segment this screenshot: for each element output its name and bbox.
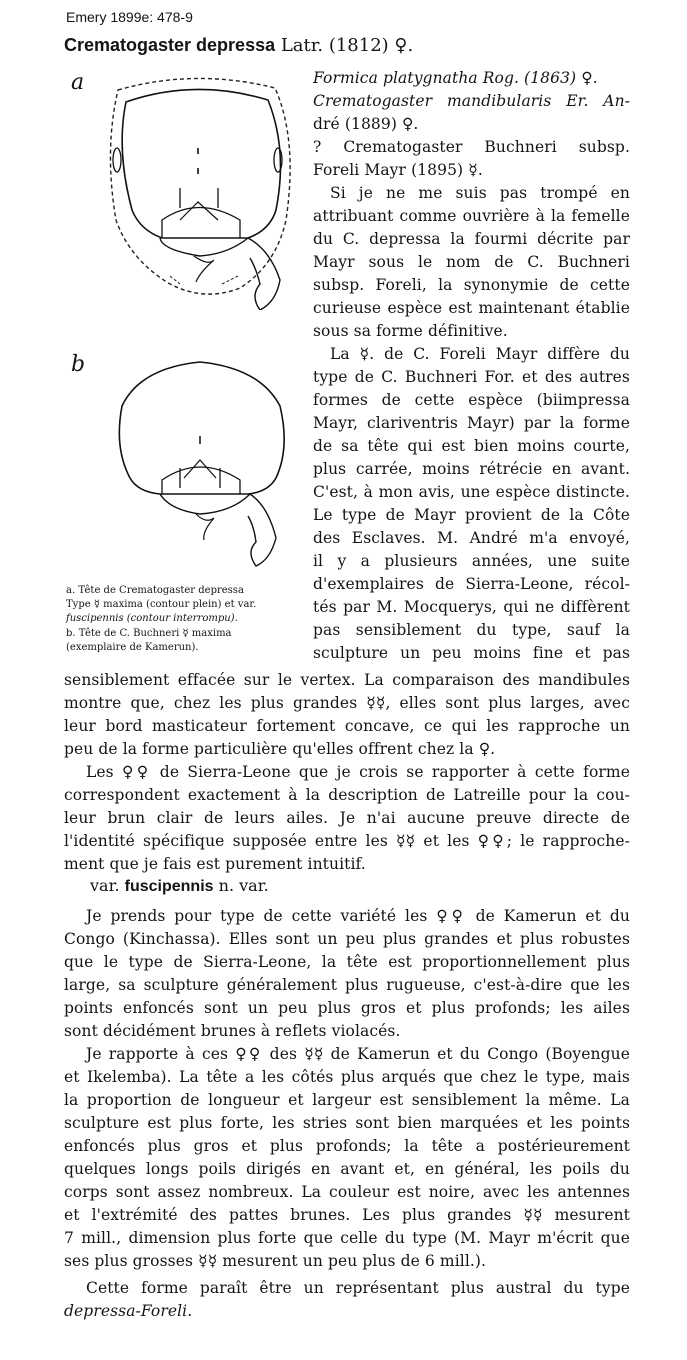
figure-caption-line: a. Tête de Crematogaster depressa	[66, 585, 244, 596]
paragraph-line: peu de la forme particulière qu'elles offrent chez la ♀.	[64, 740, 496, 758]
paragraph-line: subsp. Foreli, la synonymie de cette	[313, 276, 630, 294]
paragraph-line: tés par M. Mocquerys, qui ne diffèrent	[313, 598, 630, 616]
paragraph-line: il y a plusieurs années, une suite	[313, 552, 630, 570]
figure-caption-line: (exemplaire de Kamerun).	[66, 642, 199, 653]
paragraph-line: pas sensiblement du type, sauf la	[313, 621, 630, 639]
paragraph-line: Je prends pour type de cette variété les ♀♀ de Kamerun et du	[86, 907, 630, 925]
paragraph-line: correspondent exactement à la description de Latreille pour la cou-	[64, 786, 630, 804]
paragraph-line: type de C. Buchneri For. et des autres	[313, 368, 630, 386]
figure-caption-line: Type ☿ maxima (contour plein) et var.	[66, 599, 257, 610]
figure-a-head-drawing	[100, 70, 310, 310]
paragraph-line: enfoncés plus gros et plus profonds; la tête a postérieurement	[64, 1137, 630, 1155]
paragraph-line: des Esclaves. M. André m'a envoyé,	[313, 529, 630, 547]
paragraph-line: plus carrée, moins rétrécie en avant.	[313, 460, 630, 478]
paragraph-line: sont décidément brunes à reflets violacés.	[64, 1022, 401, 1040]
paragraph-line: points enfoncés sont un peu plus gros et plus profonds; les ailes	[64, 999, 630, 1017]
paragraph-line: que le type de Sierra-Leone, la tête est proportionnellement plus	[64, 953, 630, 971]
synonym-line: Crematogaster mandibularis Er. An-	[313, 92, 630, 110]
synonym-line: Formica platygnatha Rog. (1863) ♀.	[313, 69, 598, 87]
variety-name: fuscipennis	[124, 878, 214, 895]
paragraph-line: la proportion de longueur et largeur est sensiblement la même. La	[64, 1091, 630, 1109]
paragraph-line: Je rapporte à ces ♀♀ des ☿☿ de Kamerun et du Congo (Boyengue	[86, 1045, 630, 1063]
paragraph-line: depressa-Foreli.	[64, 1302, 193, 1320]
figure-label-a: a	[71, 70, 85, 95]
figure-label-b: b	[71, 352, 86, 377]
paragraph-line: Mayr sous le nom de C. Buchneri	[313, 253, 630, 271]
variety-prefix: var.	[90, 876, 125, 895]
paragraph-line: Si je ne me suis pas trompé en	[330, 184, 630, 202]
paragraph-line: ment que je fais est purement intuitif.	[64, 855, 366, 873]
figure-caption-line: b. Tête de C. Buchneri ☿ maxima	[66, 628, 232, 639]
paragraph-line: Congo (Kinchassa). Elles sont un peu plus grandes et plus robustes	[64, 930, 630, 948]
variety-suffix: n. var.	[213, 876, 269, 895]
paragraph-line: leur brun clair de leurs ailes. Je n'ai aucune preuve directe de	[64, 809, 630, 827]
paragraph-line: leur bord masticateur fortement concave, ce qui les rapproche un	[64, 717, 630, 735]
citation: Emery 1899e: 478-9	[66, 9, 193, 25]
paragraph-line: formes de cette espèce (biimpressa	[313, 391, 630, 409]
paragraph-line: Cette forme paraît être un représentant plus austral du type	[86, 1279, 630, 1297]
variety-heading	[90, 876, 269, 896]
paragraph-line: d'exemplaires de Sierra-Leone, récol-	[313, 575, 630, 593]
paragraph-line: Les ♀♀ de Sierra-Leone que je crois se rapporter à cette forme	[86, 763, 630, 781]
paragraph-line: attribuant comme ouvrière à la femelle	[313, 207, 630, 225]
species-title	[64, 35, 413, 56]
paragraph-line: curieuse espèce est maintenant établie	[313, 299, 630, 317]
paragraph-line: corps sont assez nombreux. La couleur est noire, avec les antennes	[64, 1183, 630, 1201]
figure-b-head-drawing	[100, 348, 310, 568]
synonym-line: Foreli Mayr (1895) ☿.	[313, 161, 483, 179]
paragraph-line: et Ikelemba). La tête a les côtés plus arqués que chez le type, mais	[64, 1068, 630, 1086]
synonym-line: dré (1889) ♀.	[313, 115, 419, 133]
figure-caption-line: fuscipennis (contour interrompu).	[66, 613, 238, 624]
paragraph-line: quelques longs poils dirigés en avant et, en général, les poils du	[64, 1160, 630, 1178]
paragraph-line: de sa tête qui est bien moins courte,	[313, 437, 630, 455]
species-name: Crematogaster depressa	[64, 35, 276, 55]
paragraph-line: Le type de Mayr provient de la Côte	[313, 506, 630, 524]
paragraph-line: sensiblement effacée sur le vertex. La comparaison des mandibules	[64, 671, 630, 689]
paragraph-line: montre que, chez les plus grandes ☿☿, elles sont plus larges, avec	[64, 694, 630, 712]
paragraph-line: La ☿. de C. Foreli Mayr diffère du	[330, 345, 630, 363]
synonym-line: ? Crematogaster Buchneri subsp.	[313, 138, 630, 156]
paragraph-line: 7 mill., dimension plus forte que celle du type (M. Mayr m'écrit que	[64, 1229, 630, 1247]
paragraph-line: sculpture un peu moins fine et pas	[313, 644, 630, 662]
paragraph-line: C'est, à mon avis, une espèce distincte.	[313, 483, 630, 501]
paragraph-line: ses plus grosses ☿☿ mesurent un peu plus de 6 mill.).	[64, 1252, 487, 1270]
species-authority: Latr. (1812) ♀.	[275, 35, 414, 56]
paragraph-line: Mayr, clariventris Mayr) par la forme	[313, 414, 630, 432]
paragraph-line: et l'extrémité des pattes brunes. Les plus grandes ☿☿ mesurent	[64, 1206, 630, 1224]
paragraph-line: sous sa forme définitive.	[313, 322, 508, 340]
paragraph-line: du C. depressa la fourmi décrite par	[313, 230, 630, 248]
paragraph-line: large, sa sculpture généralement plus rugueuse, c'est-à-dire que les	[64, 976, 630, 994]
paragraph-line: l'identité spécifique supposée entre les ☿☿ et les ♀♀; le rapproche-	[64, 832, 630, 850]
paragraph-line: sculpture est plus forte, les stries sont bien marquées et les points	[64, 1114, 630, 1132]
